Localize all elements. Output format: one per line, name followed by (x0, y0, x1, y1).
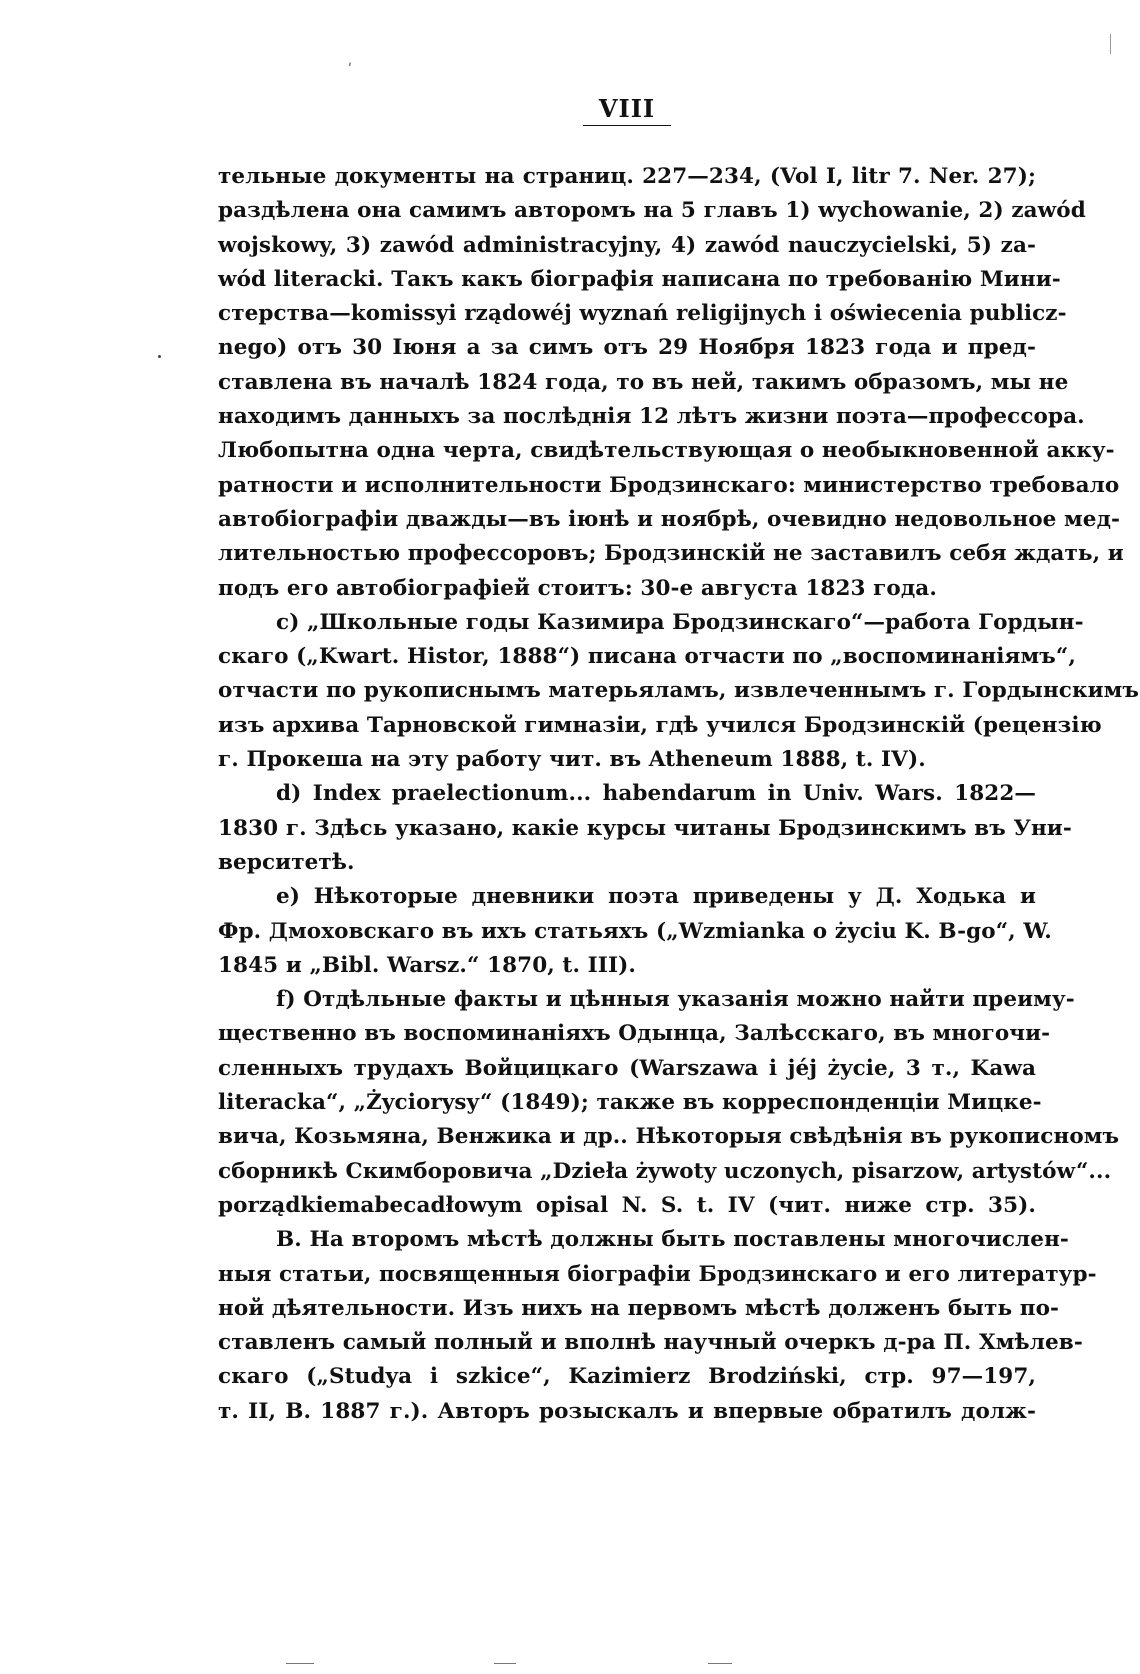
text-line: т. II, B. 1887 г.). Авторъ розыскалъ и впервые обратилъ долж- (218, 1398, 1036, 1424)
scan-edge-mark (1110, 34, 1111, 54)
text-line: nego) отъ 30 Іюня а за симъ отъ 29 Ноября 1823 года и пред- (218, 335, 1036, 361)
text-line: c) „Школьные годы Казимира Бродзинскаго“—работа Гордын- (276, 609, 1084, 635)
page-number: VIII (583, 94, 671, 126)
text-line: Любопытна одна черта, свидѣтельствующая о необыкновенной акку- (218, 438, 1115, 464)
text-line: раздѣлена она самимъ авторомъ на 5 главъ 1) wychowanie, 2) zawód (218, 198, 1086, 224)
text-line: ставленъ самый полный и вполнѣ научный очеркъ д-ра П. Хмѣлев- (218, 1330, 1083, 1356)
text-line: wojskowy, 3) zawód administracyjny, 4) zawód nauczycielski, 5) za- (218, 232, 1036, 258)
text-line: тельные документы на страниц. 227—234, (Vol I, litr 7. Ner. 27); (218, 164, 1036, 189)
text-line: сборникѣ Скимборовича „Dzieła żywoty uczonych, pisarzow, artystów“... (218, 1158, 1112, 1184)
scan-mark: ʹ (348, 62, 352, 78)
text-line: стерства—komissyi rządowéj wyznań religijnych i oświecenia publicz- (218, 301, 1067, 327)
text-line: г. Прокеша на эту работу чит. въ Atheneum 1888, t. IV). (218, 747, 926, 773)
text-line: скаго („Studya i szkice“, Kazimierz Brodziński, стр. 97—197, (218, 1364, 1036, 1390)
text-line: щественно въ воспоминаніяхъ Одынца, Залѣсскаго, въ многочи- (218, 1021, 1051, 1047)
text-line: 1845 и „Bibl. Warsz.“ 1870, t. III). (218, 952, 636, 978)
text-line: porządkiemabecadłowym opisal N. S. t. IV (чит. ниже стр. 35). (218, 1192, 1036, 1218)
text-line: 1830 г. Здѣсь указано, какіе курсы читаны Бродзинскимъ въ Уни- (218, 815, 1072, 841)
text-line: Фр. Дмоховскаго въ ихъ статьяхъ („Wzmianka o życiu K. B-go“, W. (218, 918, 1052, 944)
text-line: подъ его автобіографіей стоитъ: 30-е августа 1823 года. (218, 575, 937, 601)
text-line: верситетѣ. (218, 849, 355, 875)
text-line: скаго („Kwart. Histor, 1888“) писана отчасти по „воспоминаніямъ“, (218, 644, 1076, 670)
text-line: ныя статьи, посвященныя біографіи Бродзинскаго и его литератур- (218, 1261, 1097, 1287)
text-line: e) Нѣкоторые дневники поэта приведены у Д. Ходька и (276, 884, 1036, 910)
text-line: вича, Козьмяна, Венжика и др.. Нѣкоторыя свѣдѣнія въ рукописномъ (218, 1124, 1120, 1150)
footer-mark (708, 1663, 732, 1664)
footer-mark (286, 1663, 314, 1664)
body-text (218, 160, 1140, 1429)
footer-mark (494, 1663, 516, 1664)
text-line: B. На второмъ мѣстѣ должны быть поставлены многочислен- (276, 1227, 1069, 1253)
text-line: отчасти по рукописнымъ матерьяламъ, извлеченнымъ г. Гордынскимъ (218, 678, 1140, 704)
text-line: d) Index praelectionum... habendarum in Univ. Wars. 1822— (276, 781, 1036, 807)
text-line: ной дѣятельности. Изъ нихъ на первомъ мѣстѣ долженъ быть по- (218, 1295, 1060, 1321)
text-line: находимъ данныхъ за послѣднія 12 лѣтъ жизни поэта—профессора. (218, 404, 1085, 430)
text-line: literacka“, „Życiorysy“ (1849); также въ корреспонденціи Мицке- (218, 1090, 1042, 1116)
text-line: wód literacki. Такъ какъ біографія написана по требованію Мини- (218, 266, 1061, 292)
text-line: сленныхъ трудахъ Войцицкаго (Warszawa i jéj życie, 3 т., Kawa (218, 1055, 1036, 1081)
text-line: ратности и исполнительности Бродзинскаго: министерство требовало (218, 472, 1120, 498)
text-line: f) Отдѣльные факты и цѣнныя указанія можно найти преиму- (276, 987, 1075, 1013)
margin-dot (158, 355, 161, 358)
text-line: ставлена въ началѣ 1824 года, то въ ней, такимъ образомъ, мы не (218, 369, 1069, 395)
text-line: изъ архива Тарновской гимназіи, гдѣ учился Бродзинскій (рецензію (218, 712, 1102, 738)
text-line: лительностью профессоровъ; Бродзинскій не заставилъ себя ждать, и (218, 541, 1124, 567)
text-line: автобіографіи дважды—въ іюнѣ и ноябрѣ, очевидно недовольное мед- (218, 506, 1121, 532)
